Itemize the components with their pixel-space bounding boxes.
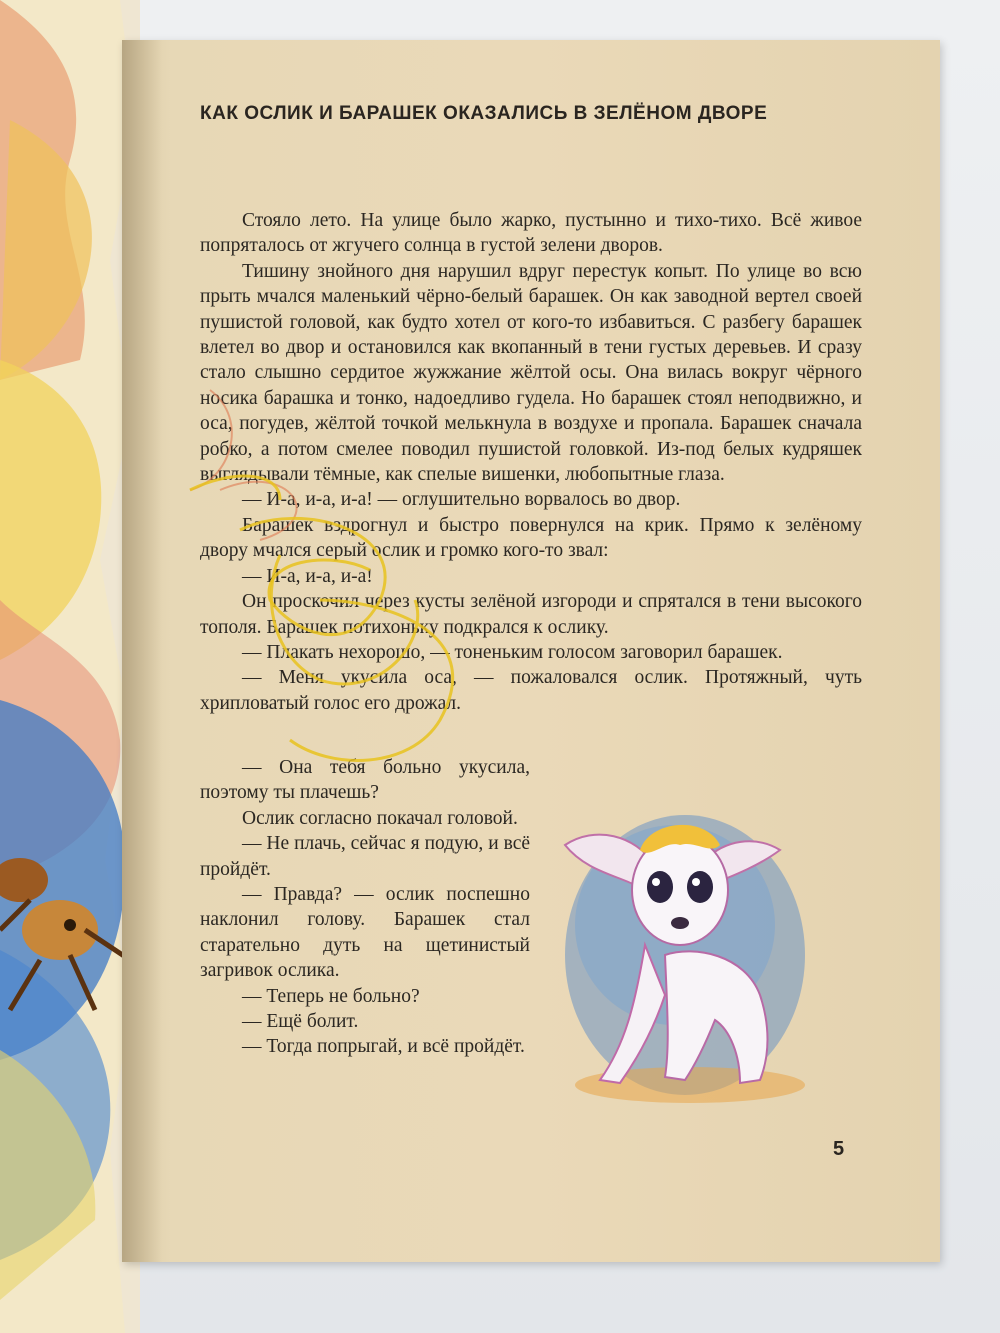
paragraph: — Правда? — ослик поспешно наклонил голову. Барашек стал старательно дуть на щетинистый загривок ослика.: [200, 884, 530, 982]
paragraph: — Ещё болит.: [242, 1011, 359, 1033]
paragraph: Барашек вздрогнул и быстро повернулся на крик. Прямо к зелёному двору мчался серый ослик и громко кого-то звал:: [200, 514, 862, 562]
paragraph: Тишину знойного дня нарушил вдруг перестук копыт. По улице во всю прыть мчался маленький чёрно-белый барашек. Он как заводной вертел своей пушистой головой, как будто хотел от кого-то избавиться. С разбегу барашек влетел во двор и остановился как вкопанный в тени густых деревьев. И сразу стало слышно сердитое жужжание жёлтой осы. Она вилась вокруг чёрного носика барашка и тонко, надоедливо гудела. Но барашек стоял неподвижно, и оса, погудев, жёлтой точкой мелькнула в воздухе и пропала. Барашек сначала робко, а потом смелее поводил пушистой головкой. Из-под белых кудряшек выглядывали тёмные, как спелые вишенки, любопытные глаза.: [200, 260, 862, 486]
facing-page-illustration: [0, 0, 140, 1333]
paragraph: — И-а, и-а, и-а! — оглушительно ворвалось во двор.: [242, 489, 681, 511]
paragraph: Ослик согласно покачал головой.: [242, 807, 518, 829]
body-text-full: [200, 208, 862, 716]
paragraph: — Она тебя больно укусила, поэтому ты плачешь?: [200, 757, 530, 804]
body-text-narrow: [200, 755, 530, 1060]
paragraph: — Меня укусила оса, — пожаловался ослик. Протяжный, чуть хрипловатый голос его дрожал.: [200, 667, 862, 714]
page-number: 5: [833, 1138, 845, 1160]
crayon-illustration: [0, 0, 140, 1333]
lamb-illustration: [555, 805, 825, 1105]
paragraph: — Теперь не больно?: [242, 985, 420, 1007]
chapter-title: КАК ОСЛИК И БАРАШЕК ОКАЗАЛИСЬ В ЗЕЛЁНОМ ДВОРЕ: [200, 103, 768, 124]
paragraph: Стояло лето. На улице было жарко, пустынно и тихо-тихо. Всё живое попряталось от жгучего солнца в густой зелени дворов.: [200, 210, 862, 257]
paragraph: — Плакать нехорошо, — тоненьким голосом заговорил барашек.: [242, 641, 783, 663]
paragraph: — И-а, и-а, и-а!: [242, 565, 373, 587]
paragraph: Он проскочил через кусты зелёной изгороди и спрятался в тени высокого тополя. Барашек потихоньку подкрался к ослику.: [200, 591, 862, 638]
paragraph: — Не плачь, сейчас я подую, и всё пройдёт.: [200, 833, 530, 880]
paragraph: — Тогда попрыгай, и всё пройдёт.: [242, 1036, 525, 1058]
